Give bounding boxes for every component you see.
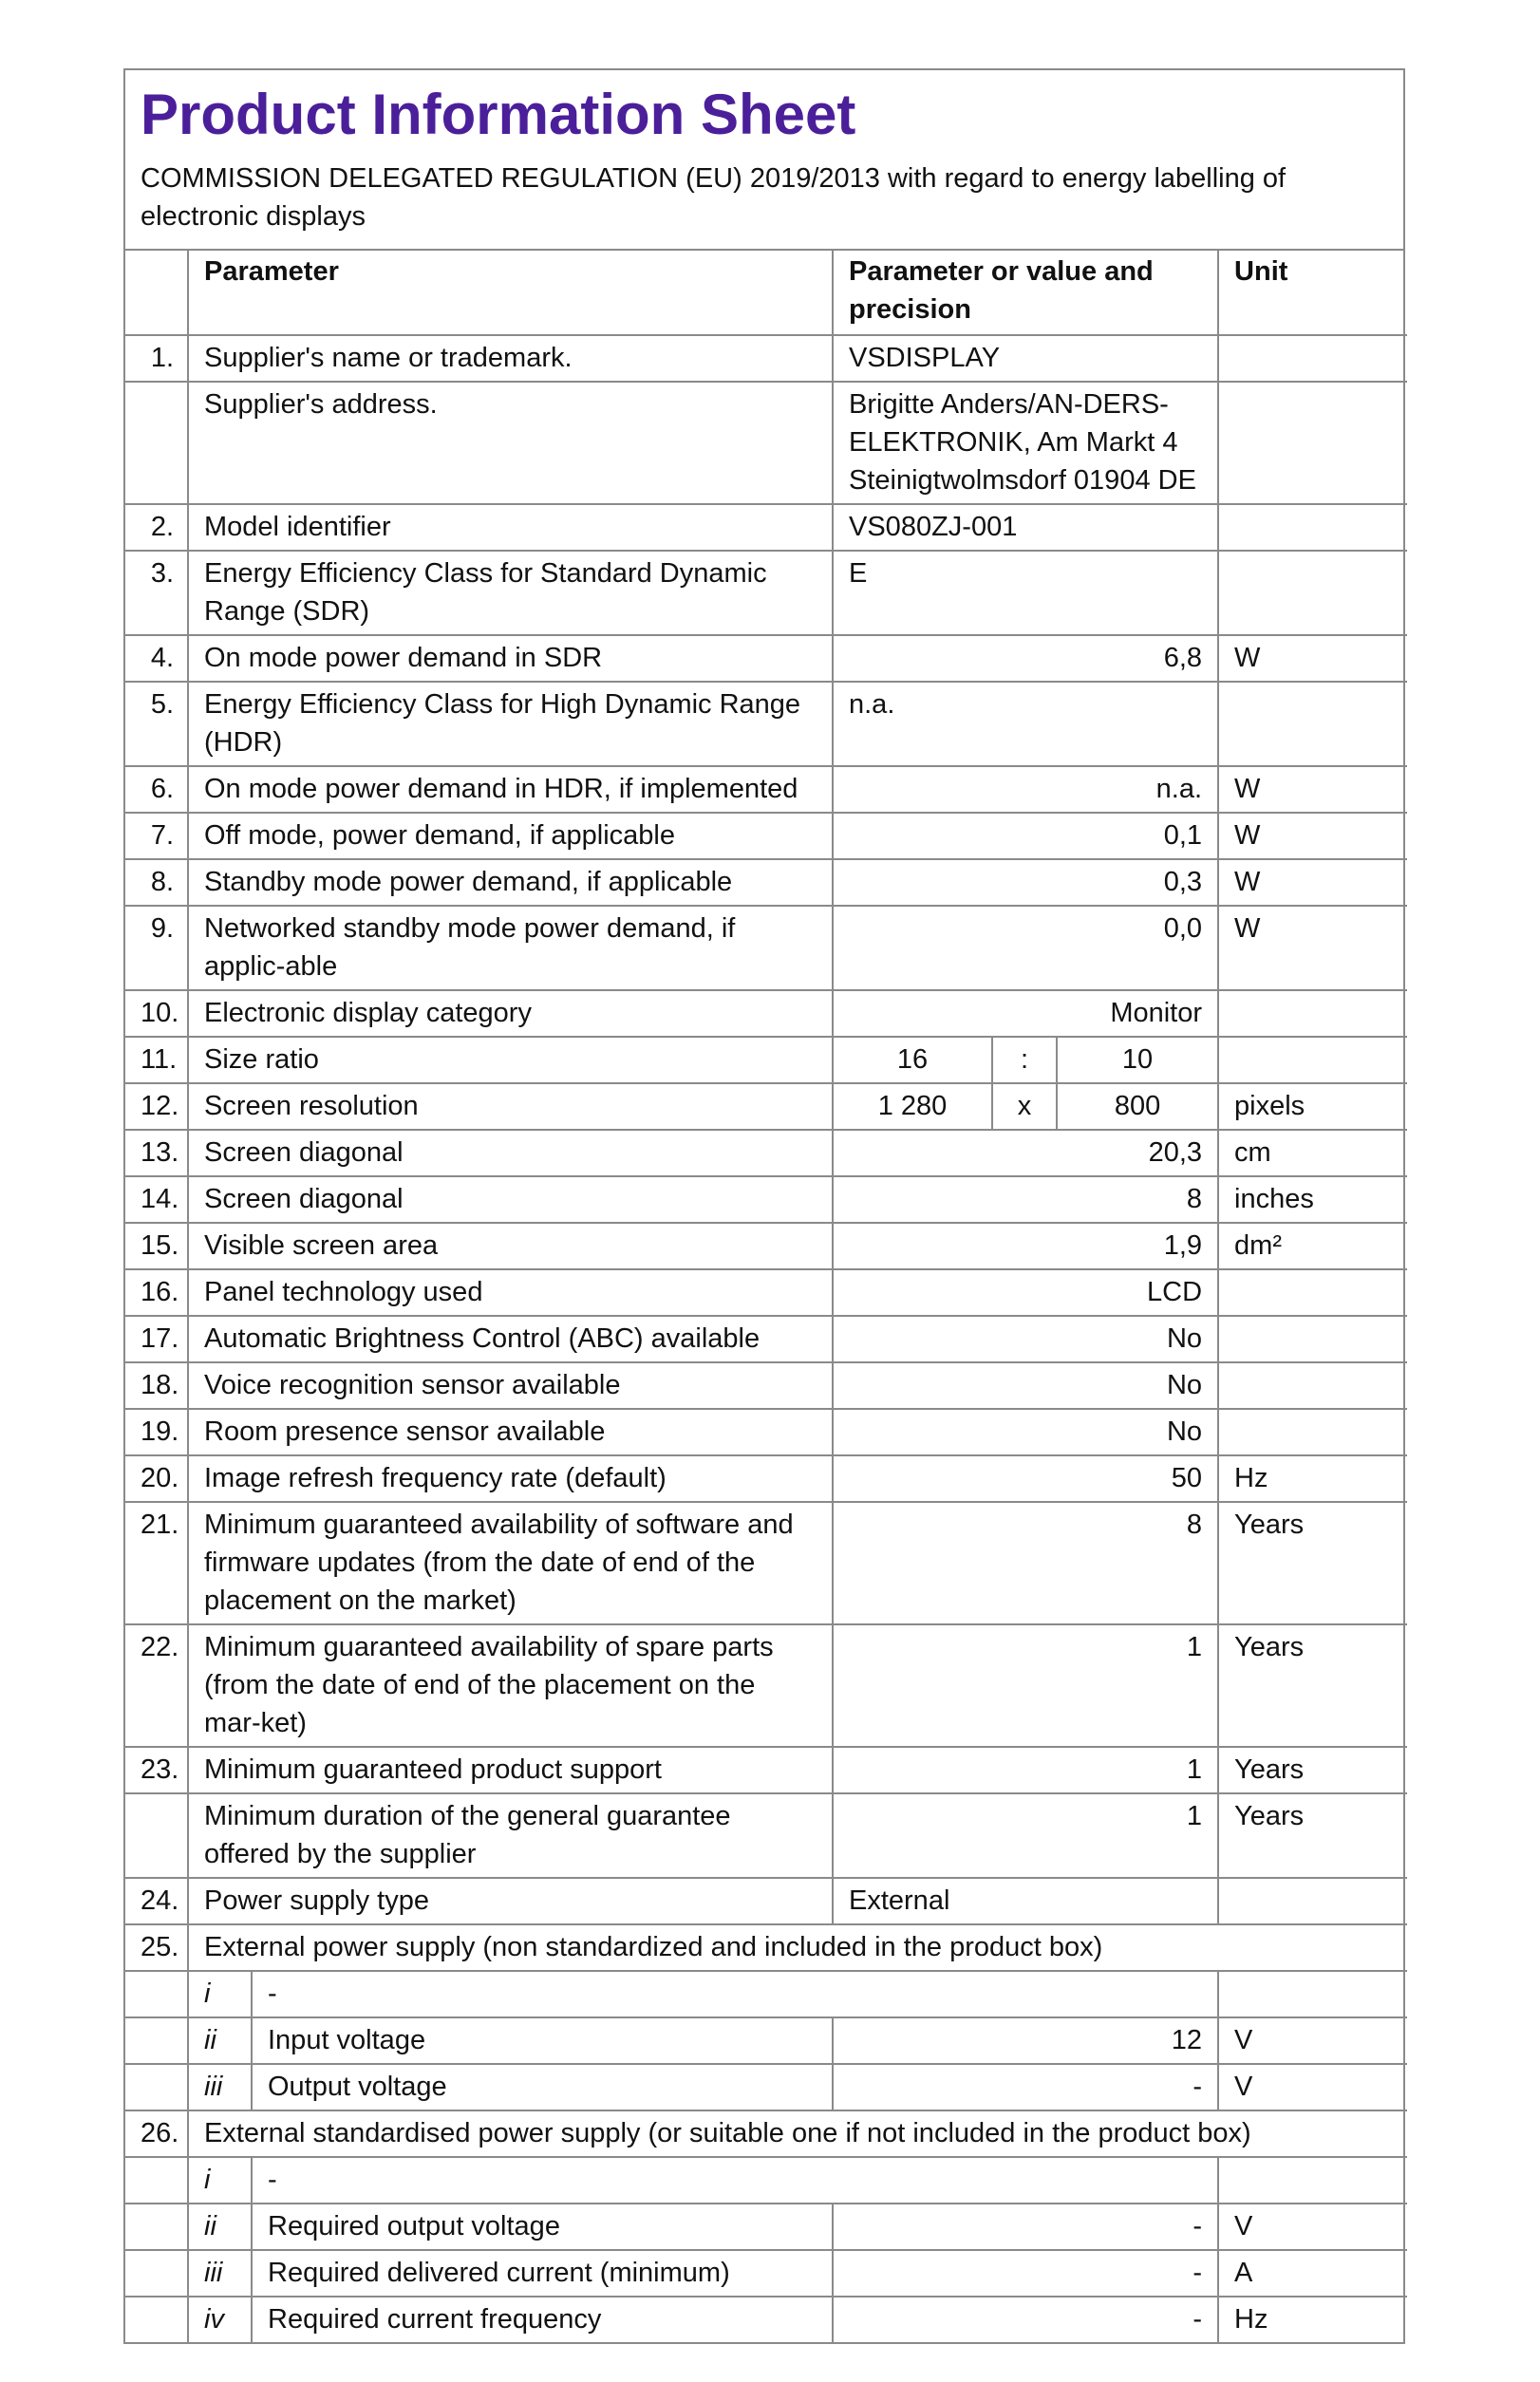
row-parameter: Automatic Brightness Control (ABC) available	[188, 1316, 833, 1362]
row-number: 7.	[125, 813, 188, 859]
row-unit	[1218, 990, 1407, 1037]
row-unit: dm²	[1218, 1223, 1407, 1269]
table-row	[125, 551, 1407, 635]
row-value: E	[833, 551, 1218, 635]
row-parameter: Standby mode power demand, if applicable	[188, 859, 833, 906]
resolution-width-value: 1 280	[833, 1083, 992, 1130]
row-number: 23.	[125, 1747, 188, 1793]
section-heading: External power supply (non standardized and included in the product box)	[188, 1924, 1407, 1971]
resolution-height-value: 800	[1057, 1083, 1218, 1130]
table-subrow	[125, 2297, 1407, 2342]
row-unit	[1218, 1409, 1407, 1455]
row-number: 1.	[125, 335, 188, 382]
table-row	[125, 1130, 1407, 1176]
header-value: Parameter or value and precision	[833, 251, 1218, 335]
row-value: 1	[833, 1624, 1218, 1747]
row-unit: W	[1218, 859, 1407, 906]
table-row	[125, 682, 1407, 766]
table-row	[125, 1362, 1407, 1409]
row-parameter: Screen resolution	[188, 1083, 833, 1130]
table-row	[125, 766, 1407, 813]
table-row	[125, 1176, 1407, 1223]
row-unit	[1218, 1971, 1407, 2017]
table-row	[125, 1455, 1407, 1502]
row-value: -	[833, 2250, 1218, 2297]
title-block	[125, 70, 1403, 251]
row-unit	[1218, 551, 1407, 635]
table-row	[125, 906, 1407, 990]
table-row	[125, 813, 1407, 859]
row-value: 0,3	[833, 859, 1218, 906]
row-value: External	[833, 1878, 1218, 1924]
row-unit: A	[1218, 2250, 1407, 2297]
row-value: -	[833, 2064, 1218, 2110]
row-number: 5.	[125, 682, 188, 766]
row-parameter: Supplier's name or trademark.	[188, 335, 833, 382]
table-subrow	[125, 2017, 1407, 2064]
table-row	[125, 1502, 1407, 1624]
row-value: 50	[833, 1455, 1218, 1502]
row-parameter: Panel technology used	[188, 1269, 833, 1316]
row-value: VS080ZJ-001	[833, 504, 1218, 551]
row-number: 11.	[125, 1037, 188, 1083]
row-parameter: Visible screen area	[188, 1223, 833, 1269]
table-row	[125, 335, 1407, 382]
row-value: No	[833, 1316, 1218, 1362]
row-value: 1,9	[833, 1223, 1218, 1269]
row-value: n.a.	[833, 766, 1218, 813]
row-number	[125, 2064, 188, 2110]
header-unit: Unit	[1218, 251, 1407, 335]
row-number: 20.	[125, 1455, 188, 1502]
row-number: 25.	[125, 1924, 188, 1971]
row-number	[125, 2157, 188, 2204]
row-parameter: Image refresh frequency rate (default)	[188, 1455, 833, 1502]
row-number: 17.	[125, 1316, 188, 1362]
row-number: 13.	[125, 1130, 188, 1176]
row-unit	[1218, 1269, 1407, 1316]
row-parameter: On mode power demand in HDR, if implemented	[188, 766, 833, 813]
row-number	[125, 2204, 188, 2250]
row-parameter: Model identifier	[188, 504, 833, 551]
row-unit	[1218, 1878, 1407, 1924]
row-unit: Years	[1218, 1502, 1407, 1624]
resolution-separator: x	[992, 1083, 1057, 1130]
table-row	[125, 1083, 1407, 1130]
row-number	[125, 382, 188, 504]
row-value: LCD	[833, 1269, 1218, 1316]
row-parameter: Minimum guaranteed product support	[188, 1747, 833, 1793]
row-unit: W	[1218, 813, 1407, 859]
row-value: 0,1	[833, 813, 1218, 859]
table-subrow	[125, 2204, 1407, 2250]
table-row	[125, 1624, 1407, 1747]
row-unit	[1218, 335, 1407, 382]
row-parameter: Supplier's address.	[188, 382, 833, 504]
row-parameter: Size ratio	[188, 1037, 833, 1083]
row-value: 6,8	[833, 635, 1218, 682]
row-number	[125, 2017, 188, 2064]
section-heading: External standardised power supply (or suitable one if not included in the product box)	[188, 2110, 1407, 2157]
row-number: 8.	[125, 859, 188, 906]
parameter-table	[125, 251, 1407, 2342]
ratio-width-value: 16	[833, 1037, 992, 1083]
roman-index: ii	[188, 2017, 252, 2064]
row-number: 9.	[125, 906, 188, 990]
row-unit: W	[1218, 906, 1407, 990]
row-parameter: Room presence sensor available	[188, 1409, 833, 1455]
roman-index: ii	[188, 2204, 252, 2250]
row-unit: inches	[1218, 1176, 1407, 1223]
row-unit: pixels	[1218, 1083, 1407, 1130]
row-number: 2.	[125, 504, 188, 551]
table-row	[125, 859, 1407, 906]
roman-index: iii	[188, 2064, 252, 2110]
header-parameter: Parameter	[188, 251, 833, 335]
row-number	[125, 2297, 188, 2342]
header-num-cell	[125, 251, 188, 335]
row-parameter: Minimum duration of the general guarantee offered by the supplier	[188, 1793, 833, 1878]
sub-parameter: -	[252, 2157, 1218, 2204]
row-number	[125, 1971, 188, 2017]
row-value: No	[833, 1409, 1218, 1455]
table-row	[125, 990, 1407, 1037]
row-number: 14.	[125, 1176, 188, 1223]
row-unit: W	[1218, 635, 1407, 682]
table-row	[125, 1747, 1407, 1793]
row-number: 3.	[125, 551, 188, 635]
sub-parameter: Required output voltage	[252, 2204, 833, 2250]
row-number: 21.	[125, 1502, 188, 1624]
regulation-subtitle: COMMISSION DELEGATED REGULATION (EU) 2019/2013 with regard to energy labelling of electronic displays	[141, 163, 1286, 232]
row-unit: W	[1218, 766, 1407, 813]
row-unit: Years	[1218, 1747, 1407, 1793]
table-row	[125, 635, 1407, 682]
ratio-separator: :	[992, 1037, 1057, 1083]
sub-parameter: Required current frequency	[252, 2297, 833, 2342]
table-row	[125, 1316, 1407, 1362]
row-parameter: Energy Efficiency Class for High Dynamic Range (HDR)	[188, 682, 833, 766]
row-value: -	[833, 2297, 1218, 2342]
row-unit: V	[1218, 2017, 1407, 2064]
row-value: 8	[833, 1502, 1218, 1624]
row-unit	[1218, 1362, 1407, 1409]
table-row	[125, 1269, 1407, 1316]
row-number	[125, 1793, 188, 1878]
row-parameter: Voice recognition sensor available	[188, 1362, 833, 1409]
product-information-sheet	[123, 68, 1405, 2344]
table-section-row	[125, 1924, 1407, 1971]
row-unit	[1218, 1316, 1407, 1362]
row-number: 4.	[125, 635, 188, 682]
roman-index: iv	[188, 2297, 252, 2342]
row-value: 12	[833, 2017, 1218, 2064]
row-number: 22.	[125, 1624, 188, 1747]
table-row	[125, 1223, 1407, 1269]
row-number: 10.	[125, 990, 188, 1037]
row-parameter: Off mode, power demand, if applicable	[188, 813, 833, 859]
row-parameter: Energy Efficiency Class for Standard Dynamic Range (SDR)	[188, 551, 833, 635]
row-unit	[1218, 382, 1407, 504]
table-row	[125, 1409, 1407, 1455]
row-parameter: Power supply type	[188, 1878, 833, 1924]
sub-parameter: Required delivered current (minimum)	[252, 2250, 833, 2297]
row-unit: Years	[1218, 1793, 1407, 1878]
table-subrow	[125, 2250, 1407, 2297]
table-row	[125, 1878, 1407, 1924]
row-value: Brigitte Anders/AN-DERS-ELEKTRONIK, Am Markt 4 Steinigtwolmsdorf 01904 DE	[833, 382, 1218, 504]
row-number: 24.	[125, 1878, 188, 1924]
sub-parameter: Output voltage	[252, 2064, 833, 2110]
roman-index: iii	[188, 2250, 252, 2297]
page-title: Product Information Sheet	[141, 83, 856, 146]
row-number: 6.	[125, 766, 188, 813]
row-unit	[1218, 504, 1407, 551]
row-parameter: Screen diagonal	[188, 1130, 833, 1176]
row-value: n.a.	[833, 682, 1218, 766]
row-value: Monitor	[833, 990, 1218, 1037]
table-row	[125, 1793, 1407, 1878]
row-number: 19.	[125, 1409, 188, 1455]
row-value: 20,3	[833, 1130, 1218, 1176]
table-row	[125, 504, 1407, 551]
row-unit	[1218, 1037, 1407, 1083]
row-value: 0,0	[833, 906, 1218, 990]
row-parameter: On mode power demand in SDR	[188, 635, 833, 682]
row-parameter: Networked standby mode power demand, if applic-able	[188, 906, 833, 990]
sub-parameter: -	[252, 1971, 1218, 2017]
row-value: -	[833, 2204, 1218, 2250]
row-number	[125, 2250, 188, 2297]
roman-index: i	[188, 2157, 252, 2204]
row-unit: Hz	[1218, 1455, 1407, 1502]
row-number: 18.	[125, 1362, 188, 1409]
table-subrow	[125, 1971, 1407, 2017]
row-number: 15.	[125, 1223, 188, 1269]
row-parameter: Minimum guaranteed availability of software and firmware updates (from the date of end of the placement on the market)	[188, 1502, 833, 1624]
row-unit: Years	[1218, 1624, 1407, 1747]
row-number: 12.	[125, 1083, 188, 1130]
row-value: 1	[833, 1793, 1218, 1878]
table-subrow	[125, 2157, 1407, 2204]
row-value: No	[833, 1362, 1218, 1409]
roman-index: i	[188, 1971, 252, 2017]
table-header-row	[125, 251, 1407, 335]
row-number: 16.	[125, 1269, 188, 1316]
row-value: 8	[833, 1176, 1218, 1223]
row-value: 1	[833, 1747, 1218, 1793]
table-section-row	[125, 2110, 1407, 2157]
row-value: VSDISPLAY	[833, 335, 1218, 382]
row-parameter: Screen diagonal	[188, 1176, 833, 1223]
row-number: 26.	[125, 2110, 188, 2157]
row-unit	[1218, 682, 1407, 766]
row-unit: V	[1218, 2204, 1407, 2250]
row-unit: Hz	[1218, 2297, 1407, 2342]
row-parameter: Electronic display category	[188, 990, 833, 1037]
row-unit: V	[1218, 2064, 1407, 2110]
row-unit	[1218, 2157, 1407, 2204]
table-row	[125, 1037, 1407, 1083]
table-row	[125, 382, 1407, 504]
ratio-height-value: 10	[1057, 1037, 1218, 1083]
row-unit: cm	[1218, 1130, 1407, 1176]
table-subrow	[125, 2064, 1407, 2110]
sub-parameter: Input voltage	[252, 2017, 833, 2064]
row-parameter: Minimum guaranteed availability of spare parts (from the date of end of the placement on the mar-ket)	[188, 1624, 833, 1747]
